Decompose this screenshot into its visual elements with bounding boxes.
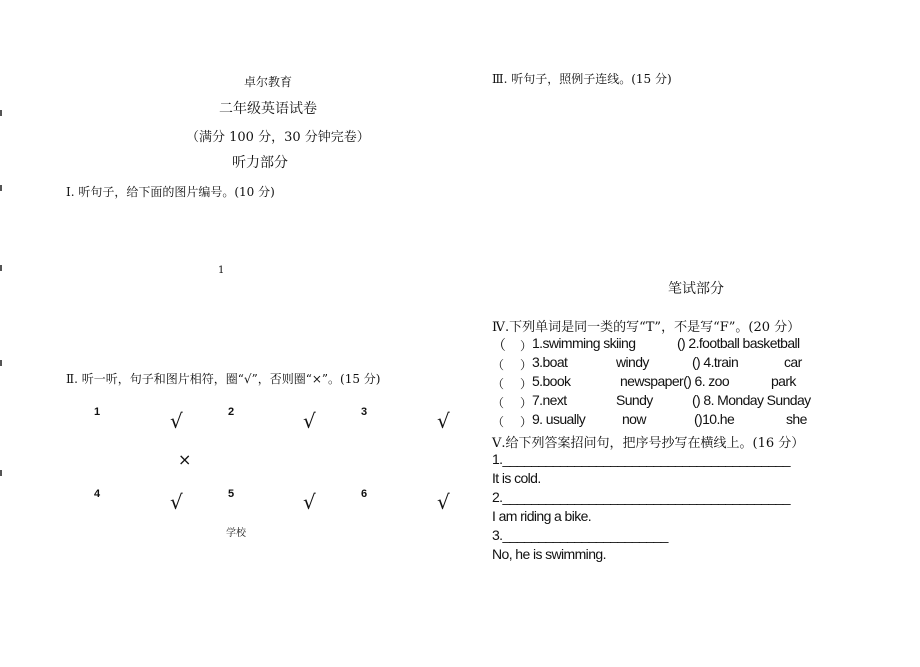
item-number: 4	[94, 488, 101, 500]
part5-instruction: Ⅴ.给下列答案招问句，把序号抄写在横线上。(16 分）	[492, 436, 805, 451]
check-mark[interactable]: √	[437, 490, 450, 514]
word: windy	[616, 354, 649, 370]
answer-paren-open[interactable]: （	[492, 358, 505, 372]
check-mark[interactable]: √	[303, 490, 316, 514]
answer-paren-open[interactable]: （	[492, 337, 506, 353]
part4-instruction: Ⅳ.下列单词是同一类的写“T”，不是写“F”。(20 分）	[492, 320, 801, 335]
answer-paren-open[interactable]: （	[492, 396, 505, 410]
school-label: 学校	[226, 528, 246, 539]
answer-paren-open[interactable]: （	[492, 415, 505, 429]
answer-paren-close: ）	[520, 396, 533, 410]
section-written: 笔试部分	[668, 281, 724, 297]
word-pair: () 2.football basketball	[677, 335, 800, 351]
answer-text: I am riding a bike.	[492, 508, 592, 524]
margin-tick	[0, 470, 2, 476]
answer-paren-close: ）	[520, 415, 533, 429]
word: Sundy	[616, 392, 653, 408]
check-mark[interactable]: √	[170, 409, 183, 433]
item-number: 6	[361, 488, 368, 500]
part2-instruction: Ⅱ. 听一听，句子和图片相符，圈“√”，否则圈“×”。(15 分)	[66, 372, 381, 386]
word: now	[622, 411, 646, 427]
answer-text: It is cold.	[492, 470, 541, 486]
item-number: 5	[228, 488, 235, 500]
word: car	[784, 354, 802, 370]
word: () 4.train	[692, 354, 739, 370]
margin-tick	[0, 360, 2, 366]
answer-paren-close: ）	[520, 339, 533, 353]
margin-tick	[0, 110, 2, 116]
item-number: 2	[228, 406, 235, 418]
section-listening: 听力部分	[232, 155, 288, 171]
word: she	[786, 411, 807, 427]
margin-tick	[0, 185, 2, 191]
check-mark[interactable]: √	[437, 409, 450, 433]
word: newspaper() 6. zoo	[620, 373, 730, 389]
question-blank[interactable]: 1.________________________________________	[492, 451, 790, 467]
margin-tick	[0, 265, 2, 271]
page-marker: 1	[218, 265, 225, 276]
answer-text: No, he is swimming.	[492, 546, 606, 562]
word: 9. usually	[532, 411, 586, 427]
word: 7.next	[532, 392, 567, 408]
check-mark[interactable]: √	[303, 409, 316, 433]
question-blank[interactable]: 2.________________________________________	[492, 489, 790, 505]
exam-title: 二年级英语试卷	[219, 101, 317, 117]
check-mark[interactable]: √	[170, 490, 183, 514]
word-pair: 1.swimming skiing	[532, 335, 636, 351]
school-name: 卓尔教育	[244, 75, 293, 89]
answer-paren-close: ）	[520, 377, 533, 391]
part1-instruction: Ⅰ. 听句子，给下面的图片编号。(10 分)	[66, 185, 275, 199]
word: () 8. Monday Sunday	[692, 392, 811, 408]
exam-subtitle: （满分 100 分，30 分钟完卷）	[186, 130, 370, 145]
item-number: 3	[361, 406, 368, 418]
question-blank[interactable]: 3._______________________	[492, 527, 668, 543]
word: 3.boat	[532, 354, 568, 370]
answer-paren-close: ）	[520, 358, 533, 372]
word: ()10.he	[694, 411, 735, 427]
answer-paren-open[interactable]: （	[492, 377, 505, 391]
item-number: 1	[94, 406, 101, 418]
word: 5.book	[532, 373, 571, 389]
word: park	[771, 373, 796, 389]
part3-instruction: Ⅲ. 听句子，照例子连线。(15 分)	[492, 72, 672, 86]
cross-mark[interactable]: ×	[178, 450, 192, 469]
